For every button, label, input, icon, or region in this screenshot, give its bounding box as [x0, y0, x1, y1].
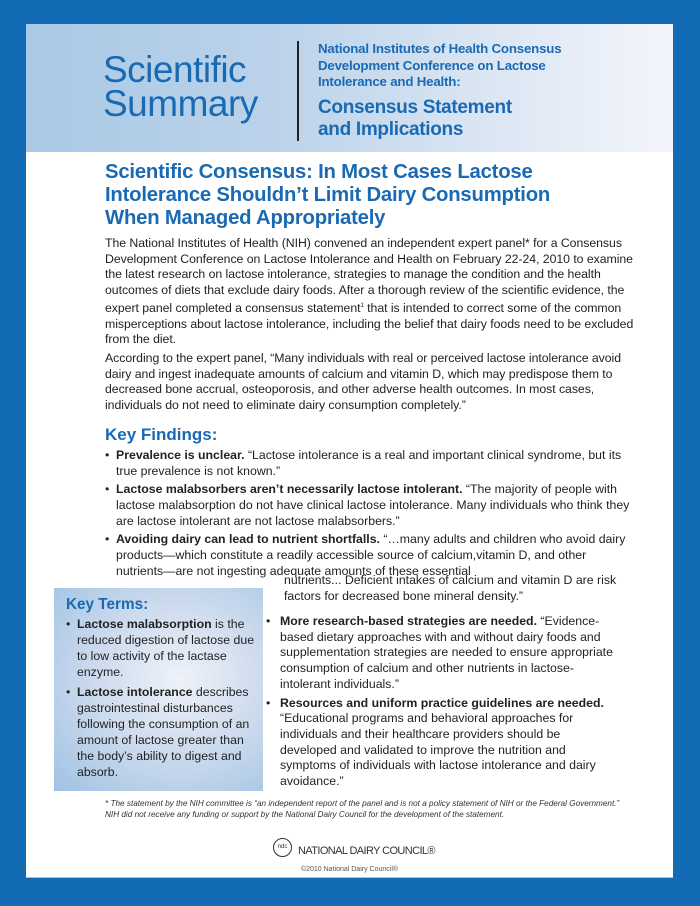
key-term-definition: describes gastrointestinal disturbances following the consumption of an amount of lactose greater than the body’s ability to digest and absorb.: [77, 685, 250, 779]
ndc-seal-icon: ndc: [273, 838, 292, 857]
page-bottom-rule: [26, 877, 673, 878]
subtitle-line: and Implications: [318, 119, 464, 140]
key-findings-list: [105, 448, 635, 580]
intro-text: The National Institutes of Health (NIH) convened an independent expert panel* for a Consensus Development Conference on Lactose Intolerance and Health on February 22-24, 2010 to examine the latest research on lactose intolerance, strategies to manage the condition and the health outcomes of diets that exclude dairy foods. After a thorough review of the scientific evidence, the expert panel completed a consensus statement: [105, 236, 633, 315]
footnote-reference: 1: [360, 302, 364, 309]
key-term-name: Lactose intolerance: [77, 685, 193, 699]
header-divider: [297, 41, 299, 141]
document-page: [26, 24, 673, 878]
finding-title: Lactose malabsorbers aren’t necessarily lactose intolerant.: [116, 482, 463, 497]
finding-text: “Evidence-based dietary approaches with and without dairy foods and supplementation strategies are needed to ensure appropriate consumption of calcium and other nutrients in lactose-intolerant individuals.”: [280, 614, 613, 691]
finding-title: Avoiding dairy can lead to nutrient shortfalls.: [116, 532, 380, 547]
finding-text: “Lactose intolerance is a real and important clinical syndrome, but its true prevalence is not known.”: [116, 447, 622, 478]
finding-text: “The majority of people with lactose malabsorption do not have clinical lactose intolerance. Many individuals who think they are lactose intolerant are not lactose malabsorbers.”: [116, 482, 630, 528]
brand-title: [103, 49, 258, 124]
key-terms-box: [54, 588, 263, 791]
key-terms-list: [66, 616, 256, 780]
brand-line-1: Scientific: [103, 49, 247, 90]
document-subtitle: [318, 97, 512, 141]
key-term-name: Lactose malabsorption: [77, 617, 212, 631]
key-findings-heading: Key Findings:: [105, 424, 218, 444]
headline-line: Intolerance Shouldn’t Limit Dairy Consumption: [105, 184, 551, 206]
footnote: * The statement by the NIH committee is “an independent report of the panel and is not a policy statement of NIH or the Federal Government.” NIH did not receive any funding or support by the National Dairy Council for the development of the statement.: [105, 799, 620, 819]
header-banner: [26, 24, 673, 152]
key-terms-heading: Key Terms:: [66, 596, 149, 613]
finding-text: “Educational programs and behavioral approaches for individuals and their healthcare providers should be developed and validated to improve the nutrition and symptoms of individuals with lactose intolerance and dairy avoidance.”: [280, 711, 596, 789]
logo-wordmark: NATIONAL DAIRY COUNCIL®: [298, 845, 435, 857]
copyright-notice: ©2010 National Dairy Council®: [300, 866, 399, 873]
finding-item: [105, 448, 635, 479]
key-term-item: [66, 684, 256, 780]
finding-item: [105, 482, 635, 529]
key-term-item: [66, 616, 256, 680]
key-findings-list-continued: [266, 611, 616, 790]
main-content: [105, 161, 635, 579]
conference-line: Development Conference on Lactose: [318, 57, 546, 73]
finding-title: More research-based strategies are needed.: [280, 614, 537, 628]
subtitle-line: Consensus Statement: [318, 97, 512, 118]
finding-title: Prevalence is unclear.: [116, 447, 245, 462]
headline: [105, 161, 635, 230]
conference-line: Intolerance and Health:: [318, 74, 461, 89]
headline-line: Scientific Consensus: In Most Cases Lactose: [105, 161, 533, 183]
national-dairy-council-logo: [273, 837, 435, 857]
finding-title: Resources and uniform practice guidelines are needed.: [280, 695, 604, 710]
brand-line-2: Summary: [103, 83, 258, 124]
conference-title: [318, 41, 561, 91]
finding-text: “…many adults and children who avoid dairy products—which constitute a readily accessible source of calcium,vitamin D, and other nutrients—are not ingesting adequate amounts of these essential: [116, 532, 626, 578]
finding-continuation: nutrients... Deficient intakes of calcium and vitamin D are risk factors for decreased bone mineral density.”: [284, 573, 617, 603]
finding-item: [266, 696, 616, 790]
intro-paragraph: [105, 236, 635, 348]
conference-line: National Institutes of Health Consensus: [318, 41, 562, 56]
finding-item: [266, 614, 616, 693]
quote-paragraph: According to the expert panel, “Many individuals with real or perceived lactose intolerance avoid dairy and ingest inadequate amounts of calcium and vitamin D, which may predispose them to decreased bone accrual, osteoporosis, and other adverse health outcomes. In most cases, individuals do not need to eliminate dairy consumption completely.”: [105, 351, 622, 413]
intro-text-cont: that is intended to correct some of the common misperceptions about lactose intolerance, including the belief that dairy foods need to be excluded from the diet.: [105, 300, 634, 347]
headline-line: When Managed Appropriately: [105, 207, 386, 229]
key-term-definition: is the reduced digestion of lactose due to low activity of the lactase enzyme.: [77, 617, 255, 679]
